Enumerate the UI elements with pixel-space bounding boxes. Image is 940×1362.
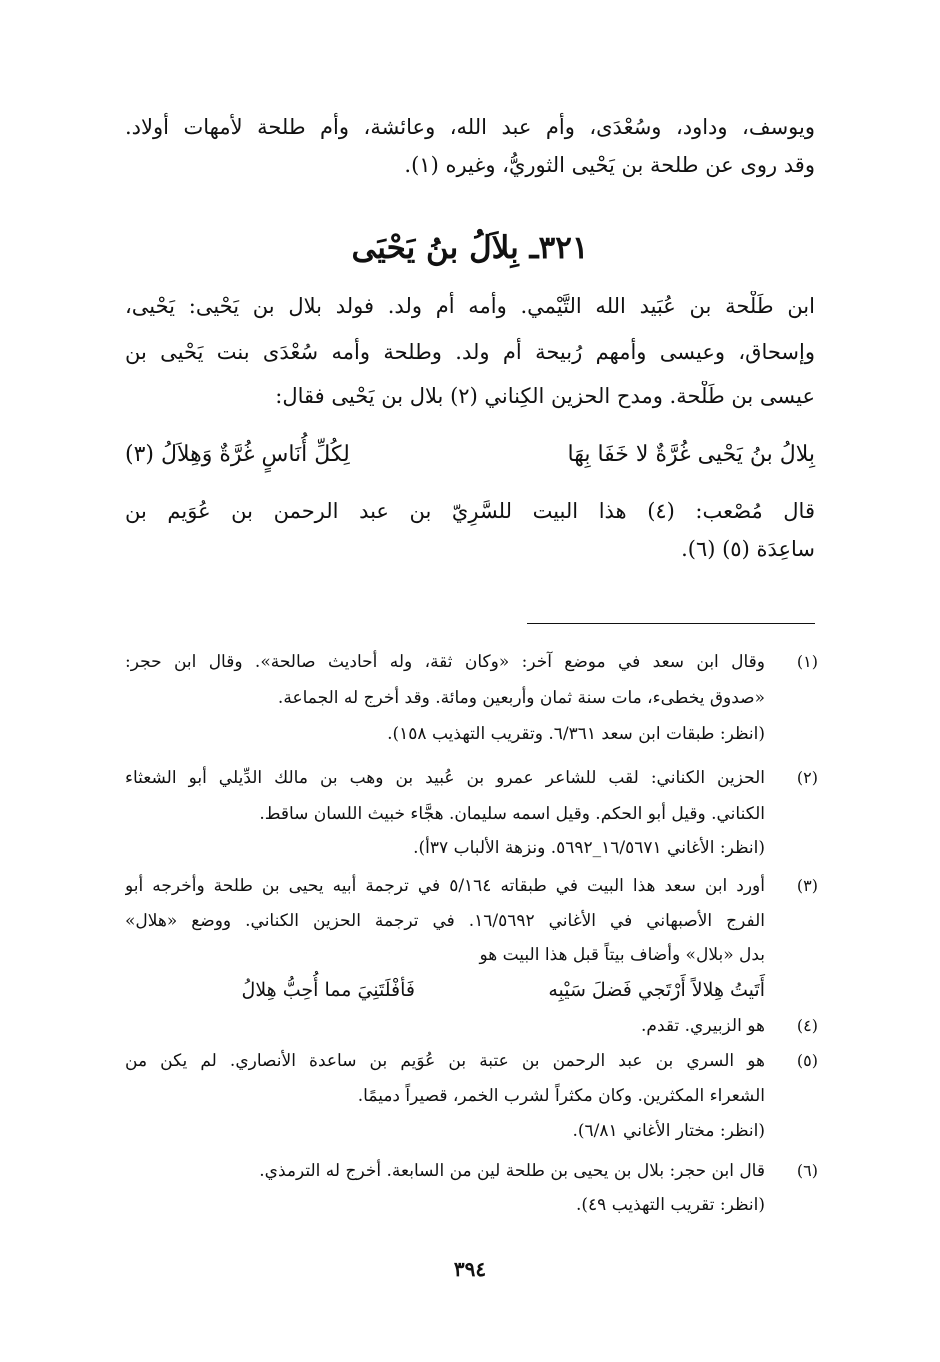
footnote-line: الشعراء المكثرين. وكان مكثراً لشرب الخمر، قصيراً دميمًا. [357, 1086, 765, 1106]
footnote-line: الفرج الأصبهاني في الأغاني ١٦/٥٦٩٢. في ترجمة الحزين الكناني. ووضع «هلال» [125, 911, 765, 931]
footnote-line: وقال ابن سعد في موضع آخر: «وكان ثقة، وله أحاديث صالحة». وقال ابن حجر: [125, 652, 765, 672]
footnote-line: (انظر: طبقات ابن سعد ٦/٣٦١. وتقريب التهذيب ١٥٨). [387, 724, 765, 744]
footnote-line: هو السري بن عبد الرحمن بن عتبة بن عُوَيم بن ساعدة الأنصاري. لم يكن من [125, 1051, 765, 1071]
text-line: ساعِدَة (٥) (٦). [681, 537, 815, 561]
footnote-line: قال ابن حجر: بلال بن يحيى بن طلحة لين من السابعة. أخرج له الترمذي. [259, 1161, 765, 1181]
footnote-number: (٦) [796, 1161, 818, 1180]
footnote-verse [125, 975, 765, 1007]
footnote-number: (٢) [796, 768, 818, 787]
verse-second-hemistich: لِكُلِّ أُنَاسٍ غُرَّةٌ وَهِلاَلُ (٣) [125, 442, 350, 467]
footnote-number: (١) [796, 652, 818, 671]
footnote-separator [527, 623, 815, 624]
footnote-number: (٥) [796, 1051, 818, 1070]
footnote-number: (٤) [796, 1016, 818, 1035]
poetry-verse [125, 436, 815, 476]
text-line: ابن طَلْحة بن عُبَيد الله التَّيْمي. وأمه أم ولد. فولد بلال بن يَحْيى: يَحْيى، [125, 294, 815, 318]
text-line: عيسى بن طَلْحة. ومدح الحزين الكِناني (٢) بلال بن يَحْيى فقال: [275, 384, 815, 408]
footnote-line: أورد ابن سعد هذا البيت في طبقاته ٥/١٦٤ في ترجمة أبيه يحيى بن طلحة وأخرجه أبو [125, 876, 765, 896]
footnote-line: هو الزبيري. تقدم. [641, 1016, 765, 1036]
footnote-line: الحزين الكناني: لقب للشاعر عمرو بن عُبيد بن وهب بن مالك الدِّيلي أبو الشعثاء [125, 768, 765, 788]
footnote-line: بدل «بلال» وأضاف بيتاً قبل هذا البيت هو [479, 945, 765, 965]
entry-heading: ٣٢١ـ بِلاَلُ بنُ يَحْيَى [351, 230, 589, 266]
footnote-line: (انظر: الأغاني ١٦/٥٦٧١_٥٦٩٢. ونزهة الألباب ٣٧أ). [413, 838, 765, 858]
footnote-line: (انظر: تقريب التهذيب ٤٩). [575, 1195, 765, 1215]
text-line: وقد روى عن طلحة بن يَحْيى الثوريُّ، وغيره (١). [404, 153, 815, 177]
text-line: قال مُصْعب: (٤) هذا البيت للسَّرِيّ بن عبد الرحمن بن عُوَيم بن [125, 499, 815, 523]
footnote-line: «صدوق يخطىء، مات سنة ثمان وأربعين ومائة. وقد أخرج له الجماعة. [277, 688, 765, 708]
page-number: ٣٩٤ [453, 1257, 487, 1281]
verse-first-hemistich: أَتَيتُ هِلالاً أَرْتَجي فَضلَ سَيْبِه [548, 979, 765, 1001]
text-line: ويوسف، وداود، وسُعْدَى، وأم عبد الله، وعائشة، وأم طلحة لأمهات أولاد. [125, 115, 815, 139]
verse-first-hemistich: بِلالُ بنُ يَحْيى غُرَّةٌ لا خَفَا بِهَا [567, 442, 815, 467]
footnote-line: الكناني. وقيل أبو الحكم. وقيل اسمه سليمان. هجَّاء خبيث اللسان ساقط. [259, 804, 765, 824]
footnote-line: (انظر: مختار الأغاني ٦/٨١). [572, 1121, 765, 1141]
verse-second-hemistich: فَأفْلَتَنِيَ مما أُحِبُّ هِلالُ [241, 979, 415, 1001]
footnote-number: (٣) [796, 876, 818, 895]
text-line: وإسحاق، وعيسى وأمهم رُبيحة أم ولد. وطلحة وأمه سُعْدَى بنت يَحْيى بن [125, 340, 815, 364]
